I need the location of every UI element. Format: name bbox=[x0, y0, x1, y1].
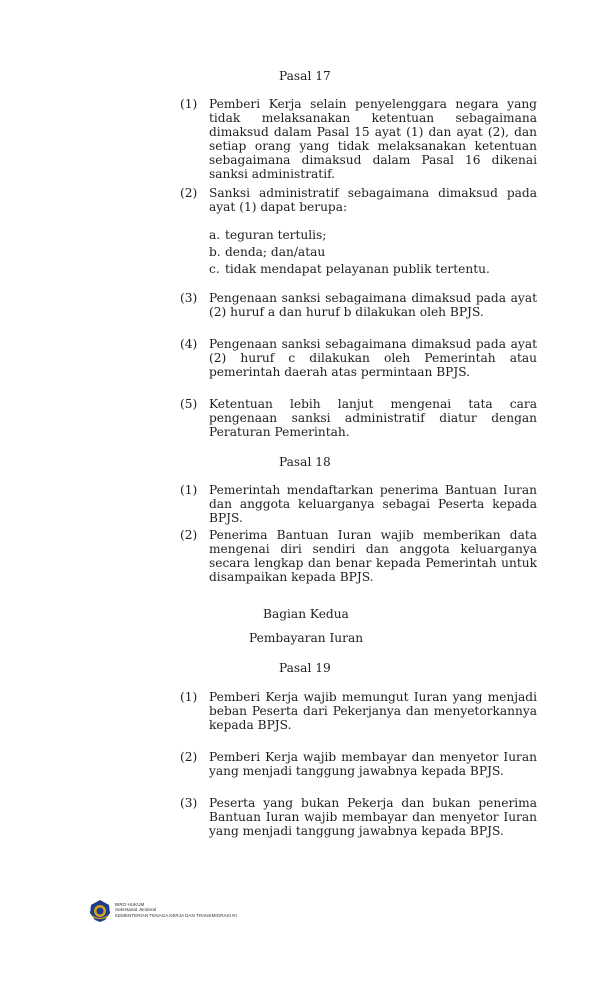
ayat-number: (1) bbox=[180, 690, 198, 704]
ayat-text: Pemberi Kerja wajib membayar dan menyetor Iuran yang menjadi tanggung jawabnya kepada BPJS. bbox=[209, 750, 537, 778]
list-letter: a. bbox=[209, 228, 221, 242]
ayat-number: (3) bbox=[180, 796, 198, 810]
list-letter: c. bbox=[209, 262, 220, 276]
bagian-heading: Bagian Kedua bbox=[263, 607, 349, 621]
list-text: denda; dan/atau bbox=[225, 245, 326, 259]
ayat-text: Pengenaan sanksi sebagaimana dimaksud pada ayat (2) huruf a dan huruf b dilakukan oleh BPJS. bbox=[209, 291, 537, 319]
list-text: teguran tertulis; bbox=[225, 228, 327, 242]
pasal-17-ayat-3 bbox=[180, 291, 537, 319]
ayat-number: (2) bbox=[180, 186, 198, 200]
ayat-number: (4) bbox=[180, 337, 198, 351]
ayat-number: (1) bbox=[180, 97, 198, 111]
pasal-19-ayat-2 bbox=[180, 750, 537, 778]
pasal-17-ayat-5 bbox=[180, 397, 537, 439]
list-item bbox=[209, 262, 490, 279]
ayat-text: Sanksi administratif sebagaimana dimaksud pada ayat (1) dapat berupa: bbox=[209, 186, 537, 214]
ayat-number: (2) bbox=[180, 750, 198, 764]
footer-line-3: KEMENTERIAN TENAGA KERJA DAN TRANSMIGRASI RI bbox=[115, 912, 237, 918]
ayat-number: (3) bbox=[180, 291, 198, 305]
ministry-emblem-icon bbox=[88, 899, 112, 923]
list-letter: b. bbox=[209, 245, 221, 259]
ayat-text: Pemberi Kerja selain penyelenggara negara yang tidak melaksanakan ketentuan sebagaimana dimaksud dalam Pasal 15 ayat (1) dan ayat (2), dan setiap orang yang tidak melaksanakan ketentuan sebagaimana dimaksud dalam Pasal 16 dikenai sanksi administratif. bbox=[209, 97, 537, 181]
pasal-19-heading: Pasal 19 bbox=[279, 661, 331, 675]
list-item bbox=[209, 228, 490, 245]
pasal-17-ayat-2 bbox=[180, 186, 537, 214]
footer-text bbox=[115, 902, 237, 918]
ayat-text: Pemerintah mendaftarkan penerima Bantuan Iuran dan anggota keluarganya sebagai Peserta kepada BPJS. bbox=[209, 483, 537, 525]
list-text: tidak mendapat pelayanan publik tertentu. bbox=[225, 262, 490, 276]
pasal-18-heading: Pasal 18 bbox=[279, 455, 331, 469]
pasal-17-ayat-1 bbox=[180, 97, 537, 181]
sanction-list bbox=[209, 228, 490, 279]
ayat-text: Penerima Bantuan Iuran wajib memberikan data mengenai diri sendiri dan anggota keluarganya secara lengkap dan benar kepada Pemerintah untuk disampaikan kepada BPJS. bbox=[209, 528, 537, 584]
pasal-19-ayat-1 bbox=[180, 690, 537, 732]
ayat-number: (1) bbox=[180, 483, 198, 497]
footer-line-1: BIRO HUKUM bbox=[115, 902, 145, 907]
ayat-text: Peserta yang bukan Pekerja dan bukan penerima Bantuan Iuran wajib membayar dan menyetor Iuran yang menjadi tanggung jawabnya kepada BPJS. bbox=[209, 796, 537, 838]
pasal-17-heading: Pasal 17 bbox=[279, 69, 331, 83]
pasal-17-ayat-4 bbox=[180, 337, 537, 379]
pasal-18-ayat-2 bbox=[180, 528, 537, 584]
bagian-subtitle: Pembayaran Iuran bbox=[249, 631, 364, 645]
ayat-number: (2) bbox=[180, 528, 198, 542]
footer-line-2: Sekretariat Jenderal bbox=[115, 907, 157, 913]
ayat-text: Pemberi Kerja wajib memungut Iuran yang menjadi beban Peserta dari Pekerjanya dan menyetorkannya kepada BPJS. bbox=[209, 690, 537, 732]
ayat-text: Pengenaan sanksi sebagaimana dimaksud pada ayat (2) huruf c dilakukan oleh Pemerintah atau pemerintah daerah atas permintaan BPJS. bbox=[209, 337, 537, 379]
list-item bbox=[209, 245, 490, 262]
pasal-18-ayat-1 bbox=[180, 483, 537, 525]
ayat-number: (5) bbox=[180, 397, 198, 411]
ayat-text: Ketentuan lebih lanjut mengenai tata cara pengenaan sanksi administratif diatur dengan Peraturan Pemerintah. bbox=[209, 397, 537, 439]
pasal-19-ayat-3 bbox=[180, 796, 537, 838]
